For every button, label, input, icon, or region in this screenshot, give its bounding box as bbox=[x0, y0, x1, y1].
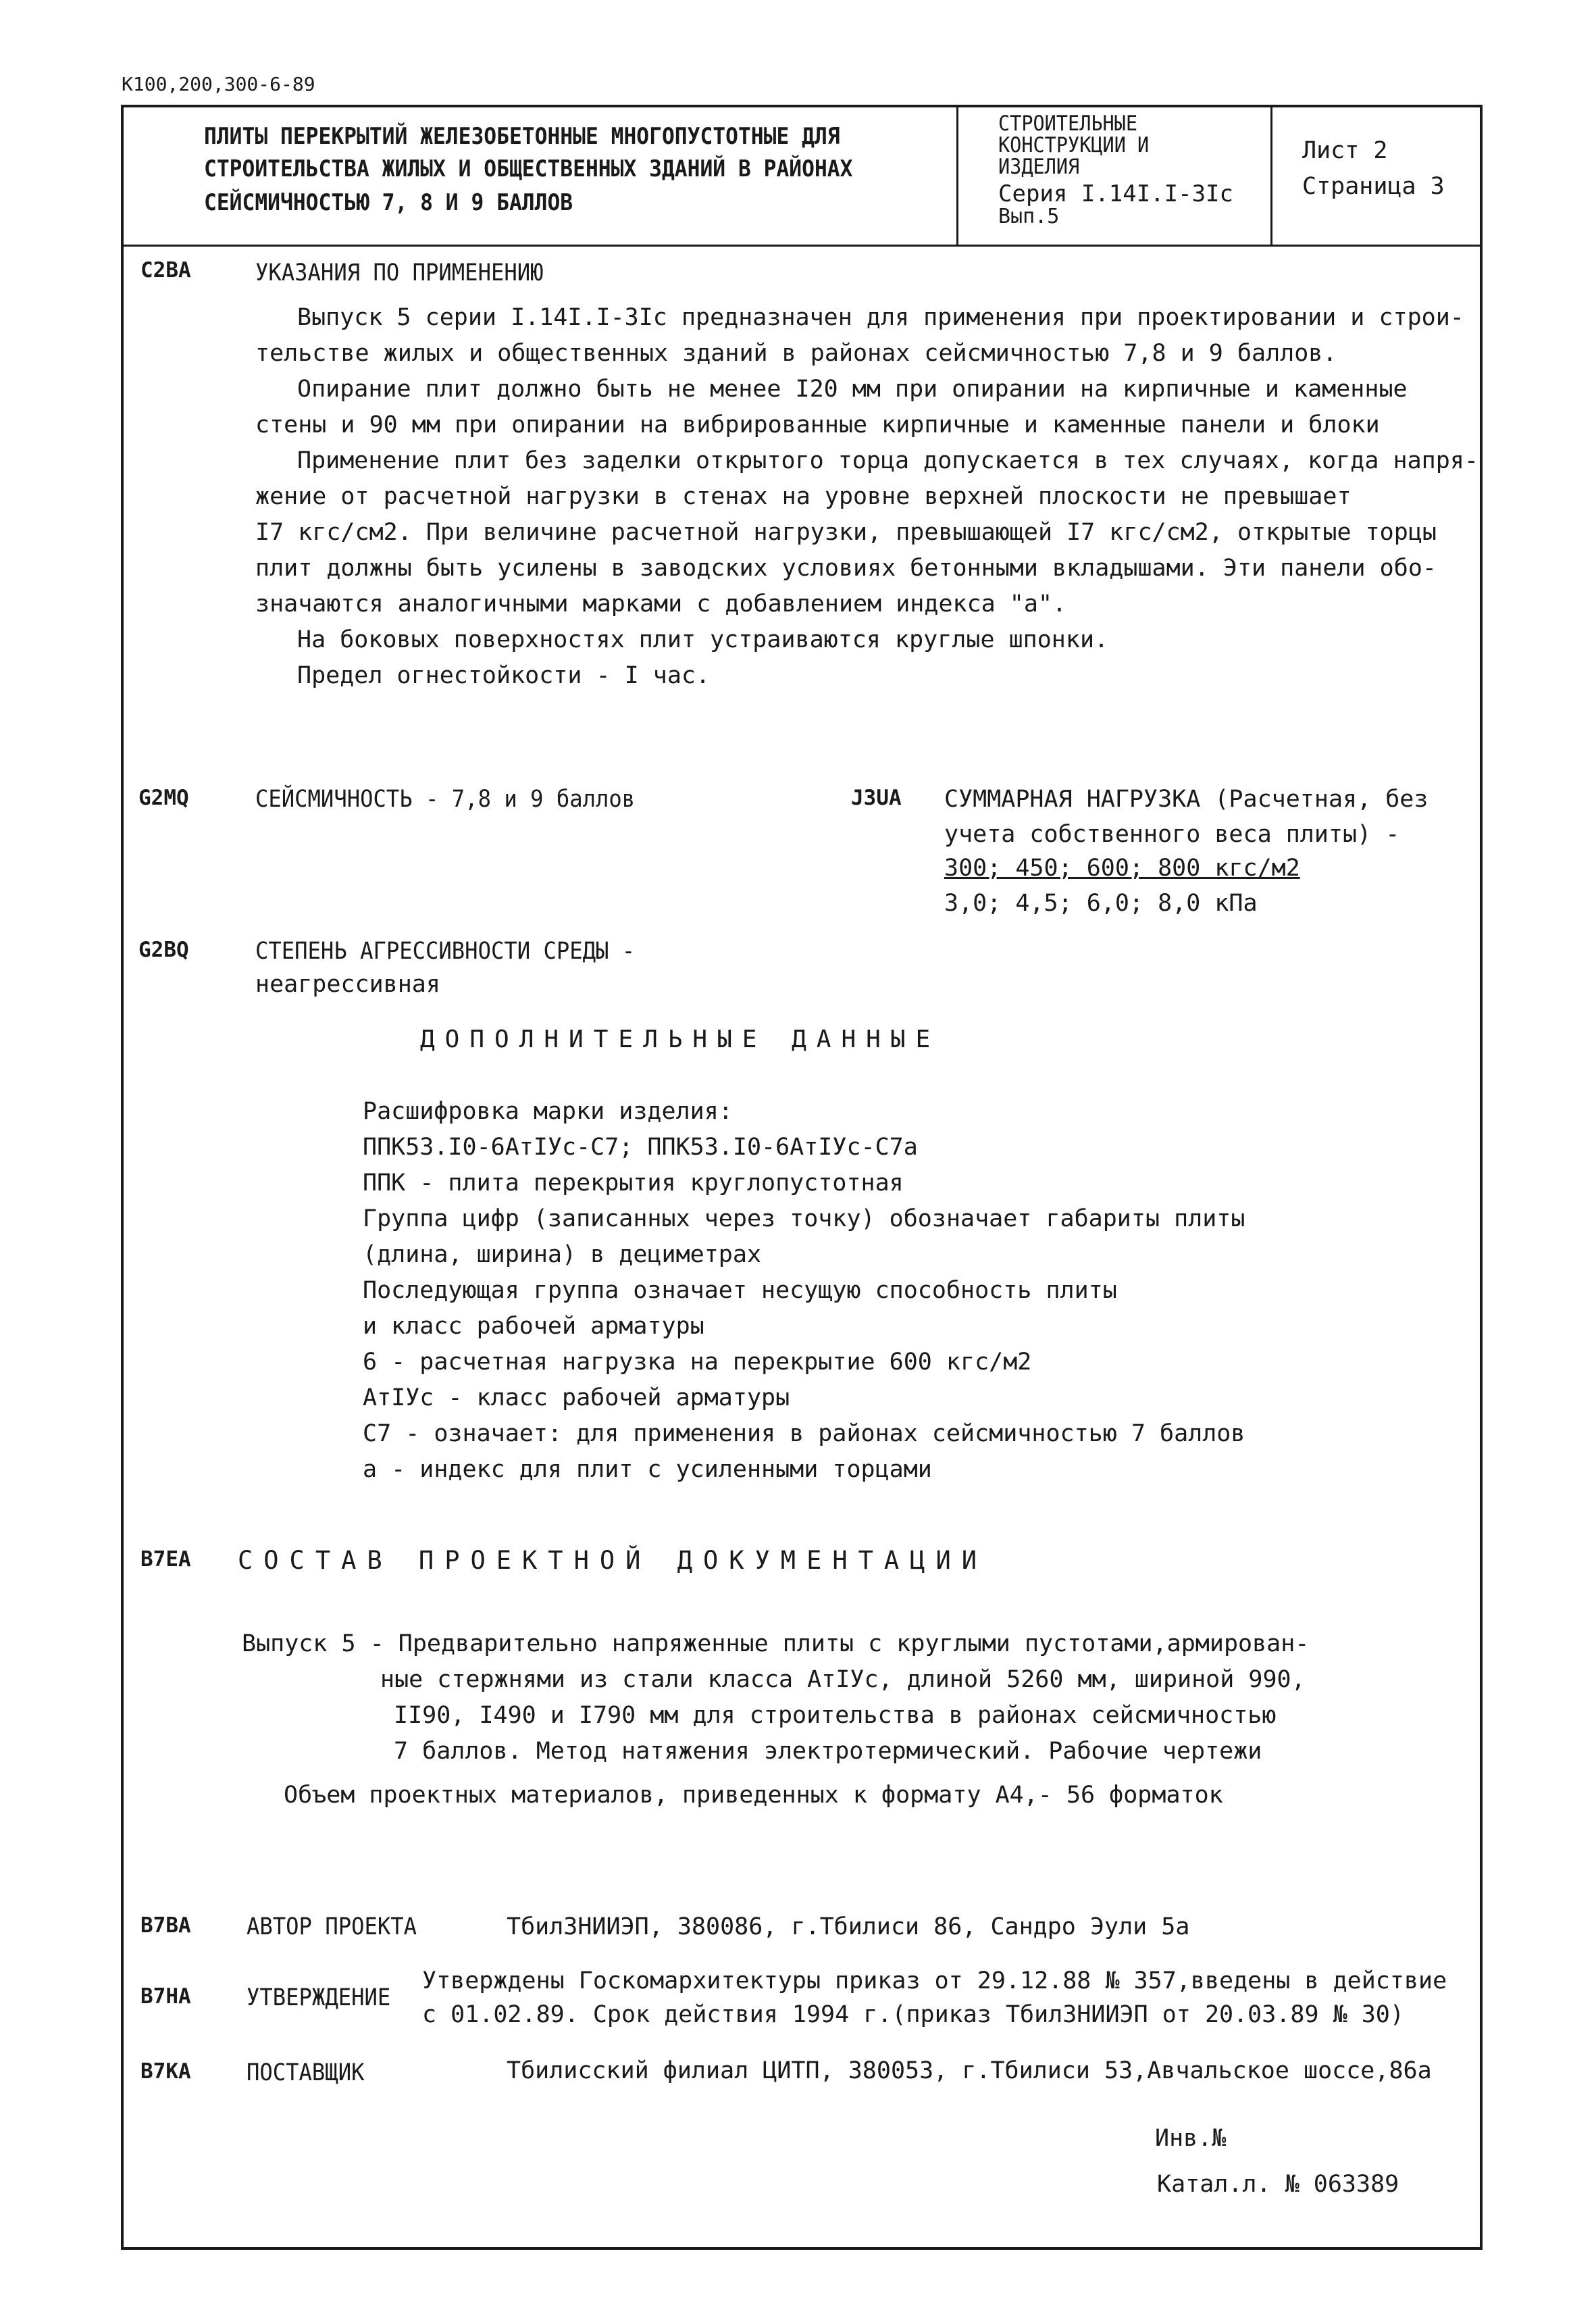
documentation-line-4: 7 баллов. Метод натяжения электротермический. Рабочие чертежи bbox=[394, 1738, 1262, 1765]
header-divider bbox=[124, 245, 1480, 247]
usage-code: C2BA bbox=[140, 258, 191, 282]
approval-line-2: с 01.02.89. Срок действия 1994 г.(приказ ТбилЗНИИЭП от 20.03.89 № 30) bbox=[422, 2001, 1404, 2028]
approval-label: УТВЕРЖДЕНИЕ bbox=[247, 1984, 391, 2011]
additional-line-11: а - индекс для плит с усиленными торцами bbox=[363, 1456, 932, 1483]
usage-line-3: Опирание плит должно быть не менее I20 мм при опирании на кирпичные и каменные bbox=[297, 376, 1408, 403]
additional-line-6: Последующая группа означает несущую способность плиты bbox=[363, 1277, 1117, 1304]
load-line-2: учета собственного веса плиты) - bbox=[944, 821, 1400, 848]
author-code: B7BA bbox=[140, 1913, 191, 1938]
additional-line-5: (длина, ширина) в дециметрах bbox=[363, 1241, 762, 1268]
usage-line-9: значаются аналогичными марками с добавлением индекса "а". bbox=[255, 590, 1067, 618]
aggressiveness-value: неагрессивная bbox=[255, 971, 440, 998]
usage-line-6: жение от расчетной нагрузки в стенах на уровне верхней плоскости не превышает bbox=[255, 483, 1352, 510]
author-label: АВТОР ПРОЕКТА bbox=[247, 1913, 417, 1940]
usage-line-7: I7 кгс/см2. При величине расчетной нагрузки, превышающей I7 кгс/см2, открытые торцы bbox=[255, 519, 1437, 546]
additional-line-8: 6 - расчетная нагрузка на перекрытие 600 кгс/м2 bbox=[363, 1349, 1032, 1376]
issue-label: Вып.5 bbox=[998, 205, 1060, 228]
aggressiveness-code: G2BQ bbox=[138, 938, 189, 962]
additional-line-1: Расшифровка марки изделия: bbox=[363, 1098, 733, 1125]
load-code: J3UA bbox=[851, 786, 902, 810]
usage-line-11: Предел огнестойкости - I час. bbox=[297, 662, 711, 689]
documentation-line-1: Выпуск 5 - Предварительно напряженные плиты с круглыми пустотами,армирован- bbox=[242, 1630, 1310, 1657]
supplier-value: Тбилисский филиал ЦИТП, 380053, г.Тбилиси 53,Авчальское шоссе,86а bbox=[507, 2057, 1432, 2084]
usage-line-8: плит должны быть усилены в заводских условиях бетонными вкладышами. Эти панели обо- bbox=[255, 555, 1437, 582]
usage-line-1: Выпуск 5 серии I.14I.I-3Iс предназначен для применения при проектировании и строи- bbox=[297, 304, 1464, 331]
sheet-number: Лист 2 bbox=[1302, 137, 1388, 164]
usage-line-5: Применение плит без заделки открытого торца допускается в тех случаях, когда напря- bbox=[297, 447, 1478, 474]
title-line-1: ПЛИТЫ ПЕРЕКРЫТИЙ ЖЕЛЕЗОБЕТОННЫЕ МНОГОПУСТОТНЫЕ ДЛЯ bbox=[204, 123, 840, 150]
load-values-kpa: 3,0; 4,5; 6,0; 8,0 кПа bbox=[944, 890, 1258, 917]
documentation-line-2: ные стержнями из стали класса АтIУс, длиной 5260 мм, шириной 990, bbox=[380, 1666, 1306, 1693]
documentation-code: B7EA bbox=[140, 1547, 191, 1571]
page-number: Страница 3 bbox=[1302, 173, 1445, 200]
usage-line-4: стены и 90 мм при опирании на вибрированные кирпичные и каменные панели и блоки bbox=[255, 411, 1380, 438]
series-label: Серия I.14I.I-3Iс bbox=[998, 180, 1233, 207]
header-column-divider-2 bbox=[1270, 107, 1272, 245]
aggressiveness-heading: СТЕПЕНЬ АГРЕССИВНОСТИ СРЕДЫ - bbox=[255, 938, 636, 965]
documentation-volume: Объем проектных материалов, приведенных к формату А4,- 56 форматок bbox=[284, 1782, 1223, 1809]
usage-line-2: тельстве жилых и общественных зданий в районах сейсмичностью 7,8 и 9 баллов. bbox=[255, 340, 1337, 367]
catalog-number: Катал.л. № 063389 bbox=[1157, 2171, 1399, 2198]
seismic-code: G2MQ bbox=[138, 786, 189, 810]
load-line-1: СУММАРНАЯ НАГРУЗКА (Расчетная, без bbox=[944, 786, 1428, 813]
category-line-3: ИЗДЕЛИЯ bbox=[998, 155, 1080, 179]
supplier-label: ПОСТАВЩИК bbox=[247, 2059, 365, 2086]
usage-heading: УКАЗАНИЯ ПО ПРИМЕНЕНИЮ bbox=[255, 259, 544, 286]
additional-line-9: АтIУс - класс рабочей арматуры bbox=[363, 1384, 790, 1411]
approval-code: B7HA bbox=[140, 1984, 191, 2009]
documentation-line-3: II90, I490 и I790 мм для строительства в районах сейсмичностью bbox=[394, 1702, 1277, 1729]
title-line-3: СЕЙСМИЧНОСТЬЮ 7, 8 И 9 БАЛЛОВ bbox=[204, 189, 573, 216]
usage-line-10: На боковых поверхностях плит устраиваются круглые шпонки. bbox=[297, 626, 1109, 653]
load-values-kgs: 300; 450; 600; 800 кгс/м2 bbox=[944, 855, 1300, 882]
additional-line-4: Группа цифр (записанных через точку) обозначает габариты плиты bbox=[363, 1205, 1245, 1232]
document-code: К100,200,300-6-89 bbox=[122, 73, 315, 95]
documentation-heading: СОСТАВ ПРОЕКТНОЙ ДОКУМЕНТАЦИИ bbox=[238, 1546, 988, 1575]
additional-heading: ДОПОЛНИТЕЛЬНЫЕ ДАННЫЕ bbox=[420, 1026, 941, 1053]
category-line-1: СТРОИТЕЛЬНЫЕ bbox=[998, 111, 1138, 136]
seismic-text: СЕЙСМИЧНОСТЬ - 7,8 и 9 баллов bbox=[255, 786, 636, 813]
additional-line-2: ППК53.I0-6АтIУс-С7; ППК53.I0-6АтIУс-С7а bbox=[363, 1134, 918, 1161]
additional-line-10: С7 - означает: для применения в районах сейсмичностью 7 баллов bbox=[363, 1420, 1245, 1447]
author-value: ТбилЗНИИЭП, 380086, г.Тбилиси 86, Сандро Эули 5а bbox=[507, 1913, 1190, 1940]
supplier-code: B7KA bbox=[140, 2059, 191, 2084]
additional-line-7: и класс рабочей арматуры bbox=[363, 1313, 704, 1340]
header-column-divider-1 bbox=[956, 107, 958, 245]
title-line-2: СТРОИТЕЛЬСТВА ЖИЛЫХ И ОБЩЕСТВЕННЫХ ЗДАНИЙ В РАЙОНАХ bbox=[204, 155, 853, 182]
category-line-2: КОНСТРУКЦИИ И bbox=[998, 133, 1150, 157]
inventory-number: Инв.№ bbox=[1155, 2125, 1227, 2152]
additional-line-3: ППК - плита перекрытия круглопустотная bbox=[363, 1169, 904, 1197]
approval-line-1: Утверждены Госкомархитектуры приказ от 29.12.88 № 357,введены в действие bbox=[422, 1967, 1447, 1994]
